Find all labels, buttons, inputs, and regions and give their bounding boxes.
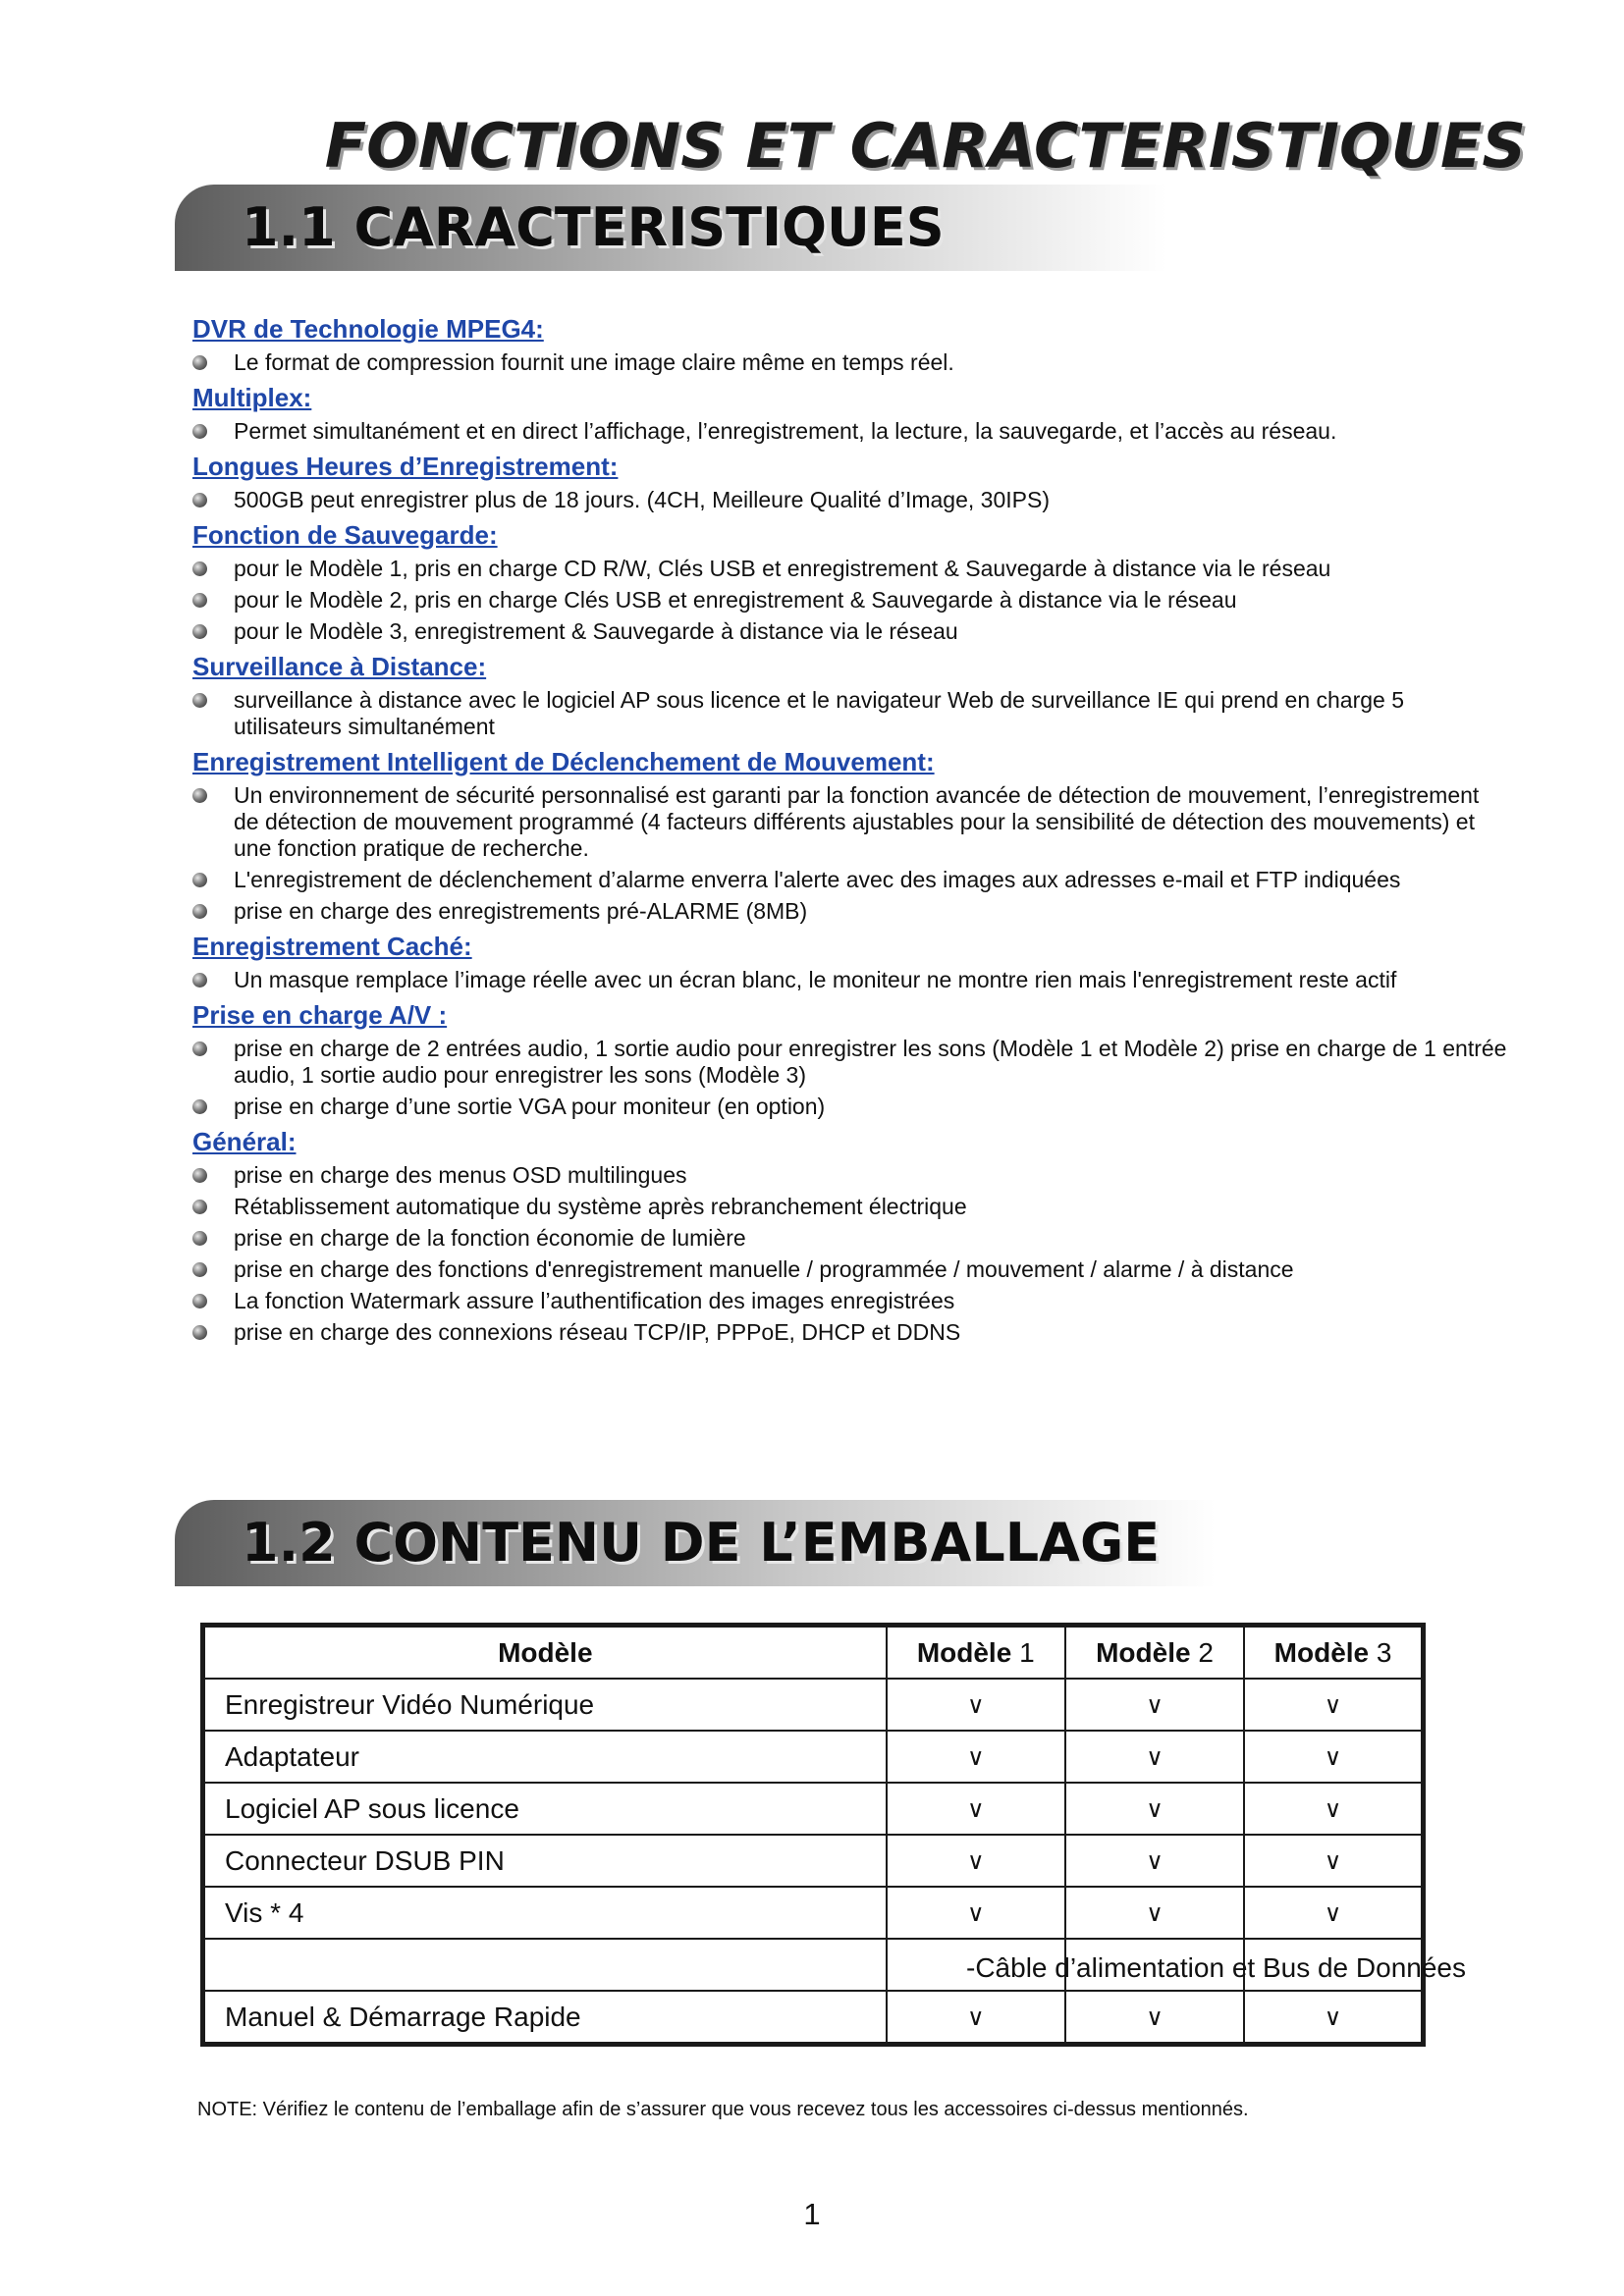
item-name-cell: Adaptateur [203,1731,887,1783]
bullet-icon [192,493,207,507]
bullet-text: L'enregistrement de déclenchement d’alarme enverra l'alerte avec des images aux adresses e-mail et FTP indiquées [234,867,1401,892]
check-mark-cell: ∨ [887,1731,1065,1783]
bullet-item [192,1319,1508,1346]
note-text: NOTE: Vérifiez le contenu de l’emballage afin de s’assurer que vous recevez tous les accessoires ci-dessus mentionnés. [197,2099,1249,2120]
bullet-icon [192,1168,207,1183]
bullet-item [192,1256,1508,1283]
item-name-cell: Manuel & Démarrage Rapide [203,1991,887,2045]
feature-heading: Longues Heures d’Enregistrement: [192,452,619,481]
bullet-icon [192,1099,207,1114]
bullet-item [192,1162,1508,1189]
section-2-title: 1.2 CONTENU DE L’EMBALLAGE [242,1512,1161,1574]
bullet-list [192,487,1508,513]
table-row [203,1679,1424,1731]
bullet-list [192,1036,1508,1120]
bullet-list [192,349,1508,376]
section-1-banner [175,185,1166,271]
check-mark-cell: ∨ [887,1679,1065,1731]
feature-heading: Fonction de Sauvegarde: [192,520,498,550]
check-mark-cell: ∨ [887,1783,1065,1835]
bullet-icon [192,355,207,370]
bullet-list [192,687,1508,740]
bullet-icon [192,788,207,803]
item-name-cell [203,1939,887,1991]
bullet-text: prise en charge des fonctions d'enregistrement manuelle / programmée / mouvement / alarme / à distance [234,1256,1294,1282]
bullet-text: pour le Modèle 2, pris en charge Clés USB et enregistrement & Sauvegarde à distance via le réseau [234,587,1237,613]
bullet-icon [192,1231,207,1246]
feature-heading: Enregistrement Intelligent de Déclenchement de Mouvement: [192,747,935,776]
check-mark-cell: ∨ [1065,1887,1244,1939]
feature-heading: Multiplex: [192,383,312,412]
feature-heading: Enregistrement Caché: [192,932,472,961]
bullet-item [192,867,1508,893]
feature-heading: DVR de Technologie MPEG4: [192,314,544,344]
header-model-1: Modèle 1 [887,1626,1065,1680]
bullet-item [192,687,1508,740]
check-mark-cell: ∨ [1244,1679,1423,1731]
cable-note: -Câble d’alimentation et Bus de Données [966,1952,1466,1983]
check-mark-cell: ∨ [1065,1731,1244,1783]
check-mark-cell: ∨ [1244,1731,1423,1783]
bullet-text: pour le Modèle 3, enregistrement & Sauvegarde à distance via le réseau [234,618,958,644]
bullet-icon [192,904,207,919]
bullet-icon [192,424,207,439]
check-mark-cell: ∨ [1065,1679,1244,1731]
bullet-icon [192,693,207,708]
bullet-icon [192,1294,207,1308]
bullet-item [192,967,1508,993]
header-model-2: Modèle 2 [1065,1626,1244,1680]
bullet-text: Rétablissement automatique du système après rebranchement électrique [234,1194,967,1219]
feature-heading: Surveillance à Distance: [192,652,487,681]
bullet-list [192,782,1508,925]
bullet-item [192,487,1508,513]
check-mark-cell: ∨ [1065,1835,1244,1887]
bullet-item [192,556,1508,582]
check-mark-cell: ∨ [1244,1835,1423,1887]
item-name-cell: Connecteur DSUB PIN [203,1835,887,1887]
table-row [203,1835,1424,1887]
bullet-text: surveillance à distance avec le logiciel AP sous licence et le navigateur Web de surveillance IE qui prend en charge 5 utilisateurs simultanément [234,687,1405,739]
check-mark-cell: ∨ [1244,1887,1423,1939]
bullet-item [192,349,1508,376]
check-mark-cell: ∨ [887,1835,1065,1887]
bullet-list [192,1162,1508,1346]
bullet-text: prise en charge des menus OSD multilingues [234,1162,687,1188]
bullet-item [192,898,1508,925]
bullet-text: prise en charge d’une sortie VGA pour moniteur (en option) [234,1094,826,1119]
table-header-row [203,1626,1424,1680]
page-number: 1 [803,2197,821,2231]
check-mark-cell: ∨ [1244,1991,1423,2045]
section-1-title: 1.1 CARACTERISTIQUES [242,196,945,258]
bullet-list [192,556,1508,645]
section-2-banner [175,1500,1216,1586]
bullet-icon [192,1325,207,1340]
bullet-item [192,782,1508,862]
feature-heading: Général: [192,1127,297,1156]
table-row [203,1991,1424,2045]
bullet-text: prise en charge des connexions réseau TCP/IP, PPPoE, DHCP et DDNS [234,1319,961,1345]
bullet-text: prise en charge des enregistrements pré-ALARME (8MB) [234,898,808,924]
bullet-item [192,618,1508,645]
bullet-icon [192,1262,207,1277]
bullet-icon [192,593,207,608]
table-row [203,1887,1424,1939]
feature-heading: Prise en charge A/V : [192,1000,448,1030]
bullet-icon [192,561,207,576]
item-name-cell: Logiciel AP sous licence [203,1783,887,1835]
page-title: FONCTIONS ET CARACTERISTIQUES [324,110,1526,182]
header-model-3: Modèle 3 [1244,1626,1423,1680]
bullet-item [192,418,1508,445]
bullet-list [192,967,1508,993]
bullet-item [192,1288,1508,1314]
bullet-text: Le format de compression fournit une image claire même en temps réel. [234,349,954,375]
bullet-list [192,418,1508,445]
bullet-text: prise en charge de la fonction économie de lumière [234,1225,746,1251]
features-list [192,312,1508,1351]
bullet-text: La fonction Watermark assure l’authentification des images enregistrées [234,1288,955,1313]
check-mark-cell: ∨ [1065,1783,1244,1835]
item-name-cell: Vis * 4 [203,1887,887,1939]
bullet-text: prise en charge de 2 entrées audio, 1 sortie audio pour enregistrer les sons (Modèle 1 et Modèle 2) prise en charge de 1 entrée audio, 1 sortie audio pour enregistrer les sons (Modèle 3) [234,1036,1507,1088]
bullet-text: Un environnement de sécurité personnalisé est garanti par la fonction avancée de détection de mouvement, l’enregistrement de détection de mouvement programmé (4 facteurs différents ajustables pour la sensibilité de détection des mouvements) et une fonction pratique de recherche. [234,782,1480,861]
header-model: Modèle [203,1626,887,1680]
check-mark-cell: ∨ [887,1991,1065,2045]
bullet-icon [192,973,207,988]
bullet-item [192,1225,1508,1252]
bullet-item [192,1194,1508,1220]
bullet-item [192,1094,1508,1120]
bullet-text: pour le Modèle 1, pris en charge CD R/W, Clés USB et enregistrement & Sauvegarde à distance via le réseau [234,556,1331,581]
bullet-text: Permet simultanément et en direct l’affichage, l’enregistrement, la lecture, la sauvegarde, et l’accès au réseau. [234,418,1337,444]
check-mark-cell: ∨ [1244,1783,1423,1835]
bullet-icon [192,1200,207,1214]
bullet-text: Un masque remplace l’image réelle avec un écran blanc, le moniteur ne montre rien mais l'enregistrement reste actif [234,967,1397,992]
bullet-item [192,1036,1508,1089]
check-mark-cell: ∨ [1065,1991,1244,2045]
bullet-text: 500GB peut enregistrer plus de 18 jours. (4CH, Meilleure Qualité d’Image, 30IPS) [234,487,1050,512]
bullet-icon [192,624,207,639]
bullet-item [192,587,1508,614]
table-row [203,1731,1424,1783]
bullet-icon [192,873,207,887]
table-row [203,1783,1424,1835]
check-mark-cell: ∨ [887,1887,1065,1939]
bullet-icon [192,1041,207,1056]
item-name-cell: Enregistreur Vidéo Numérique [203,1679,887,1731]
